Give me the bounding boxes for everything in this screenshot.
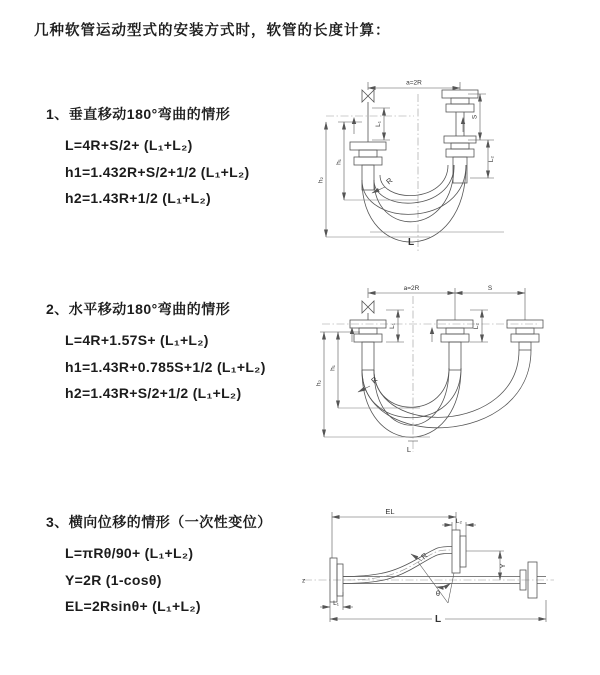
dimension-el [332, 507, 456, 558]
formula-el: EL=2Rsinθ+ (L₁+L₂) [65, 598, 201, 614]
dim-label-el: EL [385, 507, 395, 516]
dim-label-span: a=2R [406, 79, 422, 87]
formula-h2: h2=1.43R+S/2+1/2 (L₁+L₂) [65, 385, 242, 401]
dim-label-radius: R [369, 374, 380, 386]
flange-left [350, 320, 386, 370]
dimension-fitting-left [386, 310, 404, 342]
formula-y: Y=2R (1-cosθ) [65, 571, 162, 588]
z-mark-label: z [302, 577, 306, 585]
dim-label-h-outer: h₂ [317, 176, 325, 184]
dim-label-fitting-left: L₁ [389, 323, 396, 329]
s-curve-hose [343, 547, 452, 584]
dim-label-span: a=2R [403, 285, 420, 292]
flange-right-upper [442, 90, 478, 136]
formula-length: L=4R+1.57S+ (L₁+L₂) [65, 332, 209, 348]
formula-h1: h1=1.43R+0.785S+1/2 (L₁+L₂) [65, 358, 266, 375]
dim-label-stroke: S [471, 114, 479, 120]
formula-length: L=4R+S/2+ (L₁+L₂) [65, 137, 193, 153]
braided-hose-section [362, 165, 374, 190]
length-callout [407, 441, 418, 454]
formula-length: L=πRθ/90+ (L₁+L₂) [65, 545, 194, 561]
dimension-h-inner [336, 122, 419, 200]
dim-label-y: Y [498, 563, 507, 569]
section-heading: 3、横向位移的情形（一次性变位） [46, 514, 272, 530]
flange-middle [437, 320, 473, 370]
dimension-fitting-right [442, 518, 476, 536]
movement-arrows [352, 117, 465, 134]
dim-label-length: L [407, 237, 415, 248]
dimension-span [368, 80, 460, 91]
dim-label-h-outer: h₂ [315, 379, 323, 387]
section-lateral-displacement [46, 512, 272, 620]
valve-icon [362, 301, 374, 320]
formula-h2: h2=1.43R+1/2 (L₁+L₂) [65, 190, 212, 206]
hose-u-bend-arcs [362, 165, 466, 242]
angle-theta [418, 562, 454, 603]
dimension-fitting-right [470, 140, 495, 178]
braided-hose-section [449, 342, 461, 370]
section-vertical-movement [46, 104, 250, 212]
dimension-fitting-left [372, 108, 390, 140]
length-callout [370, 232, 504, 248]
dim-label-fitting-right: L₂ [488, 155, 495, 163]
diagram-horizontal-180-bend [312, 280, 584, 465]
formula-h1: h1=1.432R+S/2+1/2 (L₁+L₂) [65, 163, 250, 180]
radius-callout [372, 176, 395, 193]
section-heading: 2、水平移动180°弯曲的情形 [46, 301, 231, 317]
dim-label-theta: θ [435, 589, 441, 598]
dimension-span [368, 285, 525, 320]
hose-u-bend-arcs [362, 350, 531, 437]
radius-callout [358, 375, 380, 392]
dim-label-fitting-left: L₁ [375, 121, 382, 127]
dimension-fitting-left [320, 592, 353, 610]
braided-hose-section [362, 342, 374, 370]
dimension-fitting-right [470, 310, 488, 342]
dim-label-fitting-left: L₁ [333, 600, 339, 607]
diagram-lateral-displacement [298, 500, 594, 635]
dim-label-fitting-right: L₂ [455, 518, 463, 525]
flange-right-lower [444, 136, 476, 183]
dim-label-h-inner: h₁ [335, 159, 343, 165]
flange-left [350, 142, 386, 190]
diagram-vertical-180-bend [312, 70, 588, 262]
page-title: 几种软管运动型式的安装方式时，软管的长度计算： [34, 23, 391, 39]
dim-label-h-inner: h₁ [329, 365, 337, 371]
dim-label-radius: R [419, 550, 430, 562]
dimension-stroke [455, 285, 525, 293]
section-heading: 1、垂直移动180°弯曲的情形 [46, 106, 231, 122]
flange-right [507, 320, 543, 350]
radius-callout [411, 551, 430, 562]
dimension-length [330, 600, 546, 625]
flange-upper-right [452, 530, 466, 573]
dim-label-fitting-right: L₂ [473, 322, 480, 330]
dim-label-stroke: S [487, 285, 493, 292]
dim-label-length: L [406, 445, 412, 454]
dimension-stroke [468, 94, 494, 140]
dim-label-radius: R [384, 175, 395, 187]
section-horizontal-movement [46, 299, 266, 407]
dim-label-length: L [434, 614, 442, 625]
dimension-y [466, 551, 507, 580]
